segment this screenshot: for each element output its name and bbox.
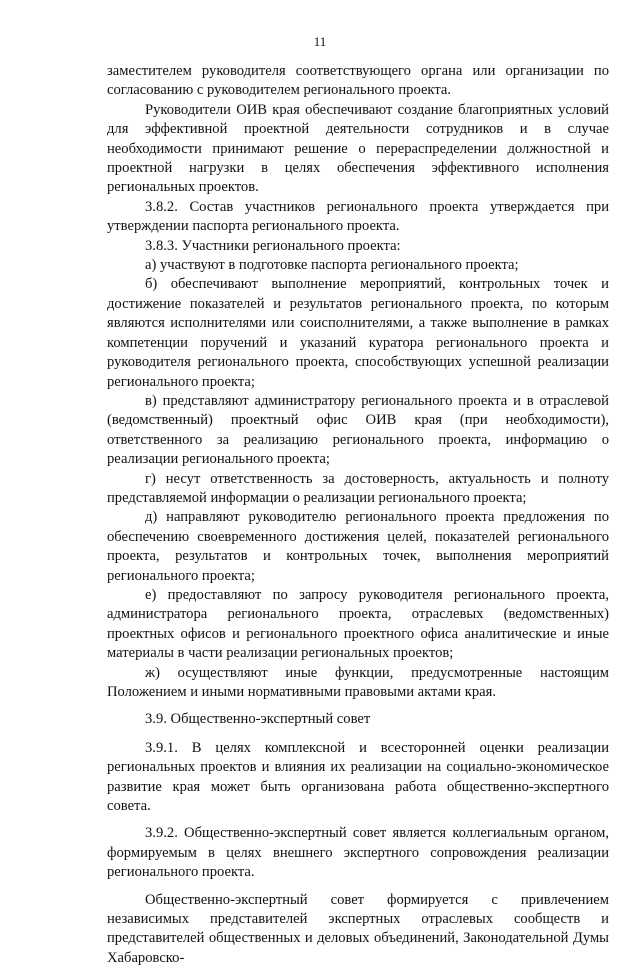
list-item-v: в) представляют администратору регионального проекта и в отраслевой (ведомственный) проектный офис ОИВ края (при необходимости), ответственного за реализацию регионального проекта, информацию о реализации регионального проекта; [107,392,609,468]
page-number: 11 [313,34,327,49]
list-item-zh: ж) осуществляют иные функции, предусмотренные настоящим Положением и иными нормативными правовыми актами края. [107,664,609,700]
paragraph-council-formation: Общественно-экспертный совет формируется с привлечением независимых представителей экспертных отраслевых сообществ и представителей общественных и деловых объединений, Законодательной Думы Хабаровско- [107,891,609,966]
document-body [107,62,609,968]
list-item-a: а) участвуют в подготовке паспорта регионального проекта; [145,257,519,274]
paragraph-3-9-1: 3.9.1. В целях комплексной и всесторонней оценки реализации региональных проектов и влияния их реализации на социально-экономическое развитие края может быть организована работа общественно-экспертного совета. [107,739,609,815]
paragraph-3-8-2: 3.8.2. Состав участников регионального проекта утверждается при утверждении паспорта регионального проекта. [107,198,609,235]
section-heading-3-9: 3.9. Общественно-экспертный совет [145,711,371,728]
list-item-e: е) предоставляют по запросу руководителя регионального проекта, администратора регионального проекта, отраслевых (ведомственных) проектных офисов и регионального проектного офиса аналитические и иные материалы в части реализации региональных проектов; [107,586,609,662]
list-item-d: д) направляют руководителю регионального проекта предложения по обеспечению своевременного достижения целей, показателей регионального проекта, результатов и контрольных точек, выполнения мероприятий регионального проекта; [107,509,609,584]
paragraph-oiv-leaders: Руководители ОИВ края обеспечивают создание благоприятных условий для эффективной проектной деятельности сотрудников и в случае необходимости принимают решение о перераспределении должностной и проектной нагрузки в целях обеспечения эффективного исполнения региональных проектов. [107,101,609,196]
list-item-g: г) несут ответственность за достоверность, актуальность и полноту представляемой информации о реализации регионального проекта; [107,470,609,506]
paragraph-3-8-3: 3.8.3. Участники регионального проекта: [145,237,401,254]
paragraph-continuation: заместителем руководителя соответствующего органа или организации по согласованию с руководителем регионального проекта. [107,63,609,99]
list-item-b: б) обеспечивают выполнение мероприятий, контрольных точек и достижение показателей и результатов регионального проекта, по которым являются исполнителями или соисполнителями, а также выполнение в рамках компетенции поручений и указаний куратора регионального проекта и руководителя регионального проекта, способствующих успешной реализации регионального проекта; [107,276,609,390]
paragraph-3-9-2: 3.9.2. Общественно-экспертный совет является коллегиальным органом, формируемым в целях внешнего экспертного сопровождения реализации регионального проекта. [107,825,609,881]
